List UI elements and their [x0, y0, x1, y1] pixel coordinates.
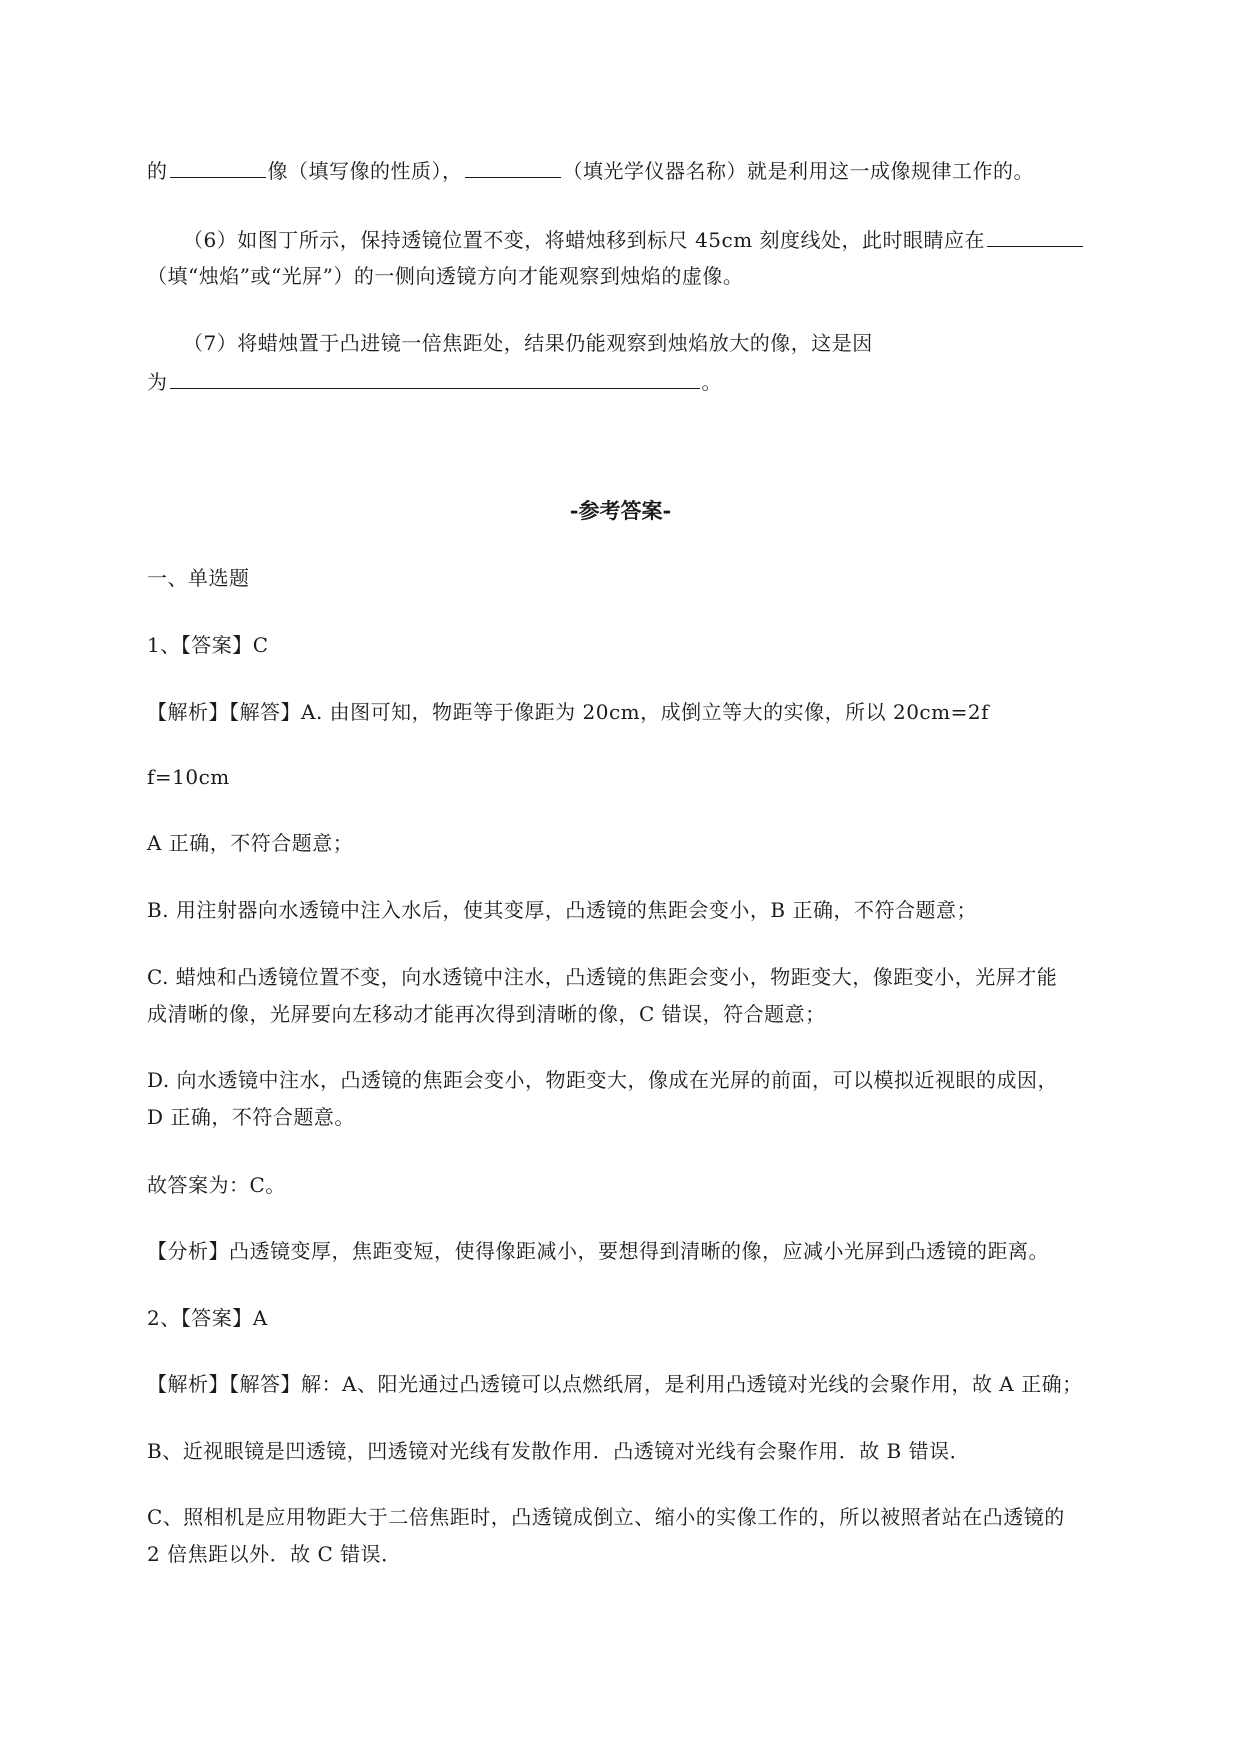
- q5-text-1: 的: [147, 159, 168, 183]
- answer-1-option-b: B. 用注射器向水透镜中注入水后，使其变厚，凸透镜的焦距会变小，B 正确，不符合题意；: [147, 898, 977, 922]
- answer-1-option-a: A 正确，不符合题意；: [147, 831, 354, 855]
- answer-section-title: -参考答案-: [569, 498, 672, 523]
- answer-1-analysis: 【解析】【解答】A. 由图可知，物距等于像距为 20cm，成倒立等大的实像，所以 20cm=2f: [147, 700, 989, 724]
- q7-suffix: 。: [701, 370, 722, 394]
- question-7-line-1: （7）将蜡烛置于凸进镜一倍焦距处，结果仍能观察到烛焰放大的像，这是因: [183, 331, 873, 355]
- answer-2-analysis: 【解析】【解答】解：A、阳光通过凸透镜可以点燃纸屑，是利用凸透镜对光线的会聚作用，故 A 正确；: [147, 1372, 1083, 1396]
- answer-2-option-b: B、近视眼镜是凹透镜，凹透镜对光线有发散作用．凸透镜对光线有会聚作用．故 B 错误．: [147, 1439, 971, 1463]
- q5-text-2: 像（填写像的性质），: [267, 159, 463, 183]
- answer-blank[interactable]: [170, 366, 700, 389]
- section-heading: 一、单选题: [147, 566, 250, 590]
- answer-1-option-c-line-1: C. 蜡烛和凸透镜位置不变，向水透镜中注水，凸透镜的焦距会变小，物距变大，像距变小，光屏才能: [147, 965, 1058, 989]
- answer-2-option-c-line-1: C、照相机是应用物距大于二倍焦距时，凸透镜成倒立、缩小的实像工作的，所以被照者站在凸透镜的: [147, 1505, 1065, 1529]
- answer-blank[interactable]: [987, 224, 1083, 247]
- q6-text-1: （6）如图丁所示，保持透镜位置不变，将蜡烛移到标尺 45cm 刻度线处，此时眼睛应在: [183, 228, 986, 252]
- answer-1-option-d-line-1: D. 向水透镜中注水，凸透镜的焦距会变小，物距变大，像成在光屏的前面，可以模拟近视眼的成因，: [147, 1068, 1059, 1092]
- answer-blank[interactable]: [170, 155, 266, 178]
- answer-2-option-c-line-2: 2 倍焦距以外．故 C 错误．: [147, 1542, 402, 1566]
- question-7-line-2: [147, 366, 722, 397]
- q5-text-3: （填光学仪器名称）就是利用这一成像规律工作的。: [562, 159, 1034, 183]
- answer-blank[interactable]: [465, 155, 561, 178]
- question-6-line-1: [183, 224, 1085, 255]
- answer-2-label: 2、【答案】A: [147, 1306, 268, 1330]
- answer-1-option-d-line-2: D 正确，不符合题意。: [147, 1105, 355, 1129]
- question-6-line-2: （填“烛焰”或“光屏”）的一侧向透镜方向才能观察到烛焰的虚像。: [147, 264, 744, 288]
- answer-1-option-c-line-2: 成清晰的像，光屏要向左移动才能再次得到清晰的像，C 错误，符合题意；: [147, 1002, 826, 1026]
- answer-1-label: 1、【答案】C: [147, 633, 269, 657]
- q7-prefix: 为: [147, 370, 168, 394]
- question-5-continuation: [147, 155, 1034, 186]
- answer-1-fenxi: 【分析】凸透镜变厚，焦距变短，使得像距减小，要想得到清晰的像，应减小光屏到凸透镜的距离。: [147, 1239, 1049, 1263]
- answer-1-f: f=10cm: [147, 765, 230, 789]
- answer-1-conclusion: 故答案为：C。: [147, 1173, 286, 1197]
